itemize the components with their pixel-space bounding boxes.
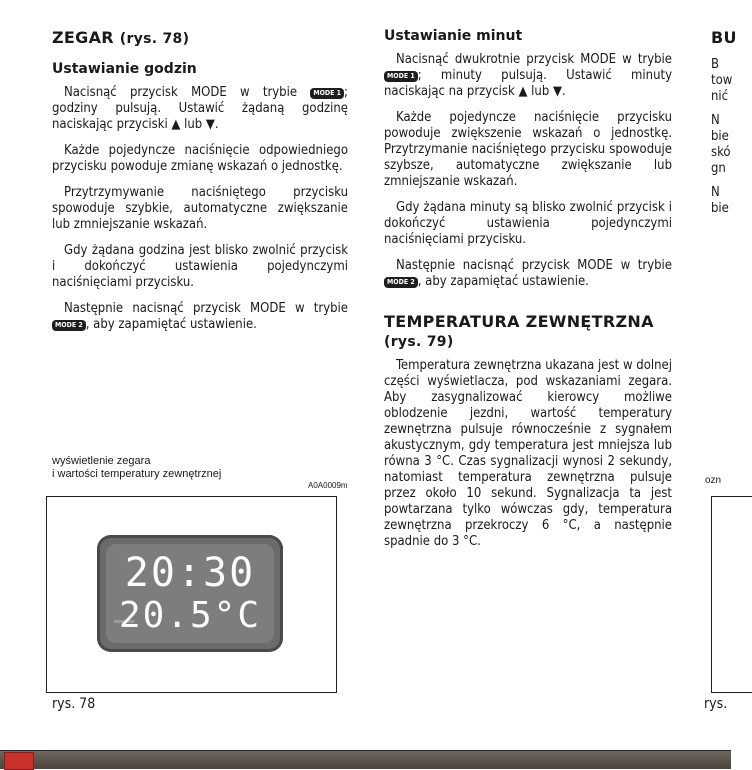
mode2-badge-icon: MODE 2 [384, 277, 418, 288]
paragraph: Gdy żądana godzina jest blisko zwolnić przycisk i dokończyć ustawienia pojedynczymi naciśnięciami przycisku. [52, 243, 348, 290]
partial-figure-label: rys. [704, 696, 728, 712]
paragraph: Temperatura zewnętrzna ukazana jest w dolnej części wyświetlacza, pod wskazaniami zegara. Aby zasygnalizować kierowcy możliwe oblodzenie jezdni, wartość temperatury zewnętrzna pulsuje równocześnie z sygnałem akustycznym, gdy temperatura jest mniejsza lub równa 3 °C. Czas sygnalizacji wynosi 2 sekundy, natomiast temperatura zewnętrzna pulsuje przez około 10 sekund. Sygnalizacja ta jest powtarzana tylko wówczas gdy, temperatura zewnętrzna przekroczy 6 °C, a następnie spadnie do 3 °C. [384, 358, 672, 549]
section-heading-partial: BU [711, 28, 737, 47]
section-heading-zegar: ZEGAR (rys. 78) [52, 28, 190, 47]
paragraph: Przytrzymywanie naciśniętego przycisku spowoduje szybkie, automatyczne zwiększanie lub zmniejszanie wskazań. [52, 185, 348, 232]
app-icon[interactable] [4, 752, 34, 770]
taskbar [0, 750, 731, 769]
column-partial [711, 0, 751, 217]
paragraph: Nacisnąć dwukrotnie przycisk MODE w trybie MODE 1 ; minuty pulsują. Ustawić minuty naciskając na przycisk ▲ lub ▼. [384, 52, 672, 99]
mode2-badge-icon: MODE 2 [52, 320, 86, 331]
subheading-set-hours: Ustawianie godzin [52, 61, 197, 77]
partial-lines: B tow nić N bie skó gn N bie [711, 57, 733, 216]
subheading-set-minutes: Ustawianie minut [384, 28, 523, 44]
paragraph: Następnie nacisnąć przycisk MODE w trybie MODE 2 , aby zapamiętać ustawienie. [52, 301, 348, 333]
figure-label: rys. 78 [52, 696, 96, 712]
column-minutes-temperature [384, 0, 672, 560]
mode1-badge-icon: MODE 1 [310, 88, 344, 99]
paragraph: Gdy żądana minuty są blisko zwolnić przycisk i dokończyć ustawienia pojedynczymi naciśnięciami przycisku. [384, 200, 672, 247]
figure-78-frame [46, 496, 337, 693]
display-screen [106, 544, 274, 643]
mode1-badge-icon: MODE 1 [384, 71, 418, 82]
partial-caption: ozn [705, 475, 722, 486]
dashboard-display [97, 535, 283, 652]
paragraph: Każde pojedyncze naciśnięcie przycisku powoduje zwiększenie wskazań o jednostkę. Przytrzymanie naciśniętego przycisku spowoduje szybsze, automatyczne zwiększanie lub zmniejszanie wskazań. [384, 110, 672, 189]
paragraph: Każde pojedyncze naciśnięcie odpowiedniego przycisku powoduje zmianę wskazań o jednostkę. [52, 143, 348, 174]
partial-figure-frame [711, 496, 752, 693]
column-clock [52, 0, 348, 343]
figure-caption: wyświetlenie zegara i wartości temperatury zewnętrznej [52, 455, 222, 480]
temperature-readout: 20.5°C [118, 595, 262, 636]
paragraph: Nacisnąć przycisk MODE w trybie MODE 1 ; godziny pulsują. Ustawić żądaną godzinę naciskając przyciski ▲ lub ▼. [52, 85, 348, 132]
clock-readout: 20:30 [124, 550, 256, 596]
paragraph: Następnie nacisnąć przycisk MODE w trybie MODE 2 , aby zapamiętać ustawienie. [384, 258, 672, 290]
section-heading-temperature: TEMPERATURA ZEWNĘTRZNA (rys. 79) [384, 312, 654, 350]
figure-code: A0A0009m [308, 481, 348, 490]
